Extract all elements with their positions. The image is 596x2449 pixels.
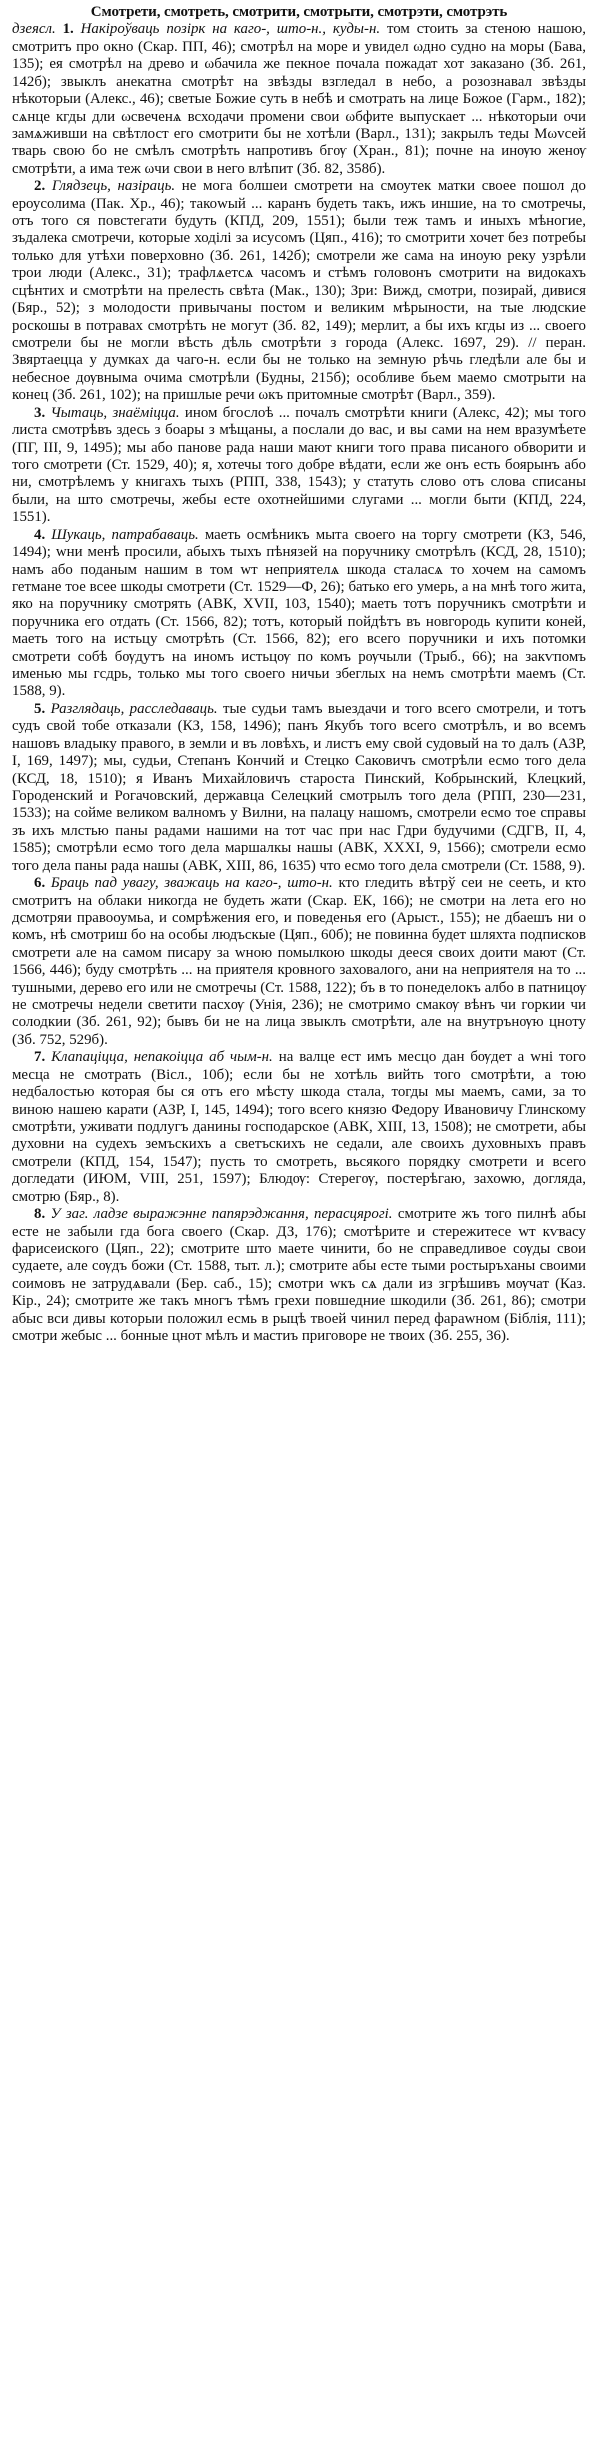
sense-number: 6. xyxy=(34,875,46,892)
sense-definition: Клапаціцца, непакоіцца аб чым-н. xyxy=(51,1049,273,1066)
sense-citations: на валце ест имъ месцо дан бѹдет а wні того месца не смотрать (Вісл., 10б); если бы не хотѣль вийть того смотрѣти, а тою недбалостью которая бы ся отъ его мѣсту шкода стала, тогды мы маемъ, сами, за то виною нашею карати (АЗР, I, 145, 1494); того всего князю Федору Ивановичу Глинскому смотрѣти, уживати подлугъ данины господарское (АВК, XIII, 13, 1508); не смотрети, абы духовни на судехъ земъскихъ а светъскихъ не седали, але своихъ духовныхъ правъ смотрели (КПД, 154, 1547); пусть то смотреть, вьсякого порядку смотрети и всего догледати (ИЮМ, VIII, 251, 1597); Блюдѹ: Стерегѹ, постерѣгаю, захоѡю, догляда, смотрю (Бяр., 8). xyxy=(12,1049,586,1205)
sense-5 xyxy=(12,701,586,875)
sense-number: 4. xyxy=(34,526,46,543)
sense-3 xyxy=(12,405,586,527)
sense-definition: Чытаць, знаёміцца. xyxy=(50,404,180,421)
sense-7 xyxy=(12,1049,586,1206)
sense-definition: Браць пад увагу, зважаць на каго-, што-н. xyxy=(50,875,333,892)
sense-definition: Глядзець, назіраць. xyxy=(51,178,176,195)
sense-6 xyxy=(12,875,586,1049)
sense-citations: кто гледить вѣтрў сеи не сееть, и кто смотритъ на облаки никогда не будеть жати (Скар. ЕК, 166); не смотри на лета его но дсмотряи правооумьа, и сомрѣжения его, и поведенья его (Арыст., 155); не дбаешъ ни о комъ, нѣ смотриш бо на особы людъскые (Цяп., 60б); не повинна будет шляхта подписков смотрети але на самом писару за wною помылкою шкоды дееся своих доити мают (Ст. 1566, 446); буду смотрѣть ... на приятеля кровного заховалого, ани на неприятеля на то ... тушными, дерево его или не смотречы (Ст. 1588, 122); бъ в то понеделокъ албо в патницѹ не смотречы недели светити пасхѹ (Унія, 236); не смотримо смакѹ вѣнъ чи горкии чи солодкии (Зб. 261, 92); бывъ би не на лица звыклъ смотрѣти, але на внутрънѹю цноту (Зб. 752, 529б). xyxy=(12,875,586,1048)
sense-number: 1. xyxy=(62,21,74,38)
sense-definition: Разглядаць, расследаваць. xyxy=(50,700,218,717)
sense-number: 2. xyxy=(34,178,46,195)
headword: Смотрети, смотреть, смотрити, смотрыти, смотрэти, смотрэть xyxy=(90,4,508,20)
sense-citations: не мога болшеи смотрети на смоутек матки своее пошол до ероусолима (Пак. Хр., 46); такоwый ... каранъ будеть такъ, ижъ иншие, на то смотречы, отъ того ся повстегати будуть (КПД, 209, 1551); были теж тамъ и иныхъ мѣногие, зъдалека смотречи, которые ходілі за исусомъ (Цяп., 416); то смотрити хочет без потребы только для утѣхи поверховно (Зб. 261, 142б); смотрели же сама на иноую реку узрѣли трои люди (Алекс., 31); трафлѧетсѧ часомъ и стѣмъ головонъ смотрити на видокахъ сцѣнтих и смотрѣти на прелесть свѣта (Мак., 130); Зри: Вижд, смотри, позирай, дивися (Бяр., 52); з молодости привычаны постом и великим мѣрыности, на тые людские роскошы в потравах смотрѣть не могут (Зб. 82, 149); мерлит, а бы ихъ кгды из ... своего смотрели бы не могли вѣсть дѣль смотрѣти з города (Алекс. 1697, 29). // перан. Звяртаецца у думках да чаго-н. если бы не только на земную рѣчь гледѣли але бы и небесное дѹвныма очима смотрѣли (Будны, 215б); особливе бьем маемо смотрыти на конец (Зб. 261, 102); на пришлые речи ωкъ притомные смотрѣт (Варл., 359). xyxy=(12,178,586,404)
sense-number: 5. xyxy=(34,700,46,717)
sense-4 xyxy=(12,527,586,701)
sense-number: 3. xyxy=(34,404,46,421)
part-of-speech: дзеясл. xyxy=(12,21,56,38)
sense-1 xyxy=(12,21,586,178)
sense-definition: У заг. ладзе выражэнне папярэджання, перасцярогі. xyxy=(50,1206,393,1223)
sense-number: 7. xyxy=(34,1049,46,1066)
sense-citations: тые судьи тамъ выездачи и того всего смотрели, и тотъ судъ свой тобе отказали (КЗ, 158, 1496); панъ Якубъ того всего смотрѣлъ, и во всемъ нашовъ владыку правого, в земли и въ ловѣхъ, и листъ ему свой судовый на то далъ (АЗР, I, 169, 1497); мы, судьи, Степанъ Кончий и Стецко Саковичъ смотрѣли есмо того дела (КСД, 18, 1510); я Иванъ Михайловичъ староста Пинский, Кобрынский, Клецкий, Городенский и Рогачовский, державца Селецкий смотрылъ того дела (РПП, 230—231, 1533); на сойме великом валномъ у Вилни, на палацу нашомъ, смотрели есмо тое справы зъ ихъ млстью паны радами нашими на тот час при нас Гдри будучими (СДГВ, II, 4, 1585); смотрѣли есмо того дела маршалкы нашы (АВК, XXXI, 9, 1566); смотрели есмо того дела паны рада нашы (АВК, XIII, 86, 1635) что есмо того дела смотрели (Ст. 1588, 9). xyxy=(12,700,587,874)
sense-citations: ином бгослоѣ ... почалъ смотрѣти книги (Алекс, 42); мы того листа смотрѣвъ здесь з боары з мѣщаны, а послали до вас, и вы сами на нем вразумѣете (ПГ, III, 9, 1495); мы або панове рада наши мают книги того права писаного обворити и того смотрети (Ст. 1529, 40); я, хотечы того добре вѣдати, если же онъ есть боярынъ або ни, смотрѣлемъ у книгахъ тыхъ (РПП, 338, 1543); у статуть слово отъ слова списаны были, на што смотречы, жебы есте охотнейшими слугами ... могли быти (КПД, 224, 1551). xyxy=(12,404,586,526)
sense-8 xyxy=(12,1206,586,1345)
sense-citations: том стоить за стеною нашою, смотритъ про окно (Скар. ПП, 46); смотрѣл на море и увидел ωдно судно на моры (Бава, 135); ея смотрѣл на древо и ωбачила же пекное почала пожадат хот заказано (Зб. 261, 142б); звыклъ анекатна смотрѣт на звѣзды взгледал в небо, а розознавал звѣзды нѣкоторыи (Алекс., 46); светые Божие суть в небѣ и смотрать на лице Божое (Гарм., 182); сѧнце кгды дли ωсвеченѧ всходачи промени свои ωбфите выпускает ... нѣкоторыи очи замѧживши на свѣтлост его смотрити бы не хотѣли (Варл., 131); закрылъ теды Мωvсей тварь свою бо не смѣлъ смотрѣть напротивъ бгѹ (Хран., 81); почне на инѹю женѹ смотрѣти, а има теж ωчи свои в него влѣпит (Зб. 82, 358б). xyxy=(12,21,587,177)
sense-number: 8. xyxy=(34,1206,46,1223)
sense-citations: смотрите жъ того пилнѣ абы есте не забыли гда бога своего (Скар. ДЗ, 176); смотѣрите и стережитесе wт кѵвасу фарисеиского (Цяп., 22); смотрите што маете чинити, бо не справедливое сѹды свои судаете, але сѹдъ божи (Ст. 1588, тыт. л.); смотрите абы есте тыми ростыръханы своими соимовъ не затрудѧвали (Бер. саб., 15); смотри wкъ сѧ дали из згрѣшивъ мѹчат (Каз. Кір., 24); смотрите же такъ многъ тѣмъ грехи повшедние шкодили (Зб. 261, 86); смотри абыс вси дивы которыи положил есмь в рыцѣ твоей чинил перед фараwном (Біблія, 111); смотри жебыс ... бонные цнот мѣлъ и мастиъ приговоре не твоих (Зб. 255, 36). xyxy=(12,1206,586,1345)
sense-citations: маеть осмѣникъ мыта своего на торгу смотрети (КЗ, 546, 1494); wни менѣ просили, абыхъ тыхъ пѣнязей на поручнику смотрѣлъ (КСД, 28, 1510); намъ або поданым нашим в том wт неприятелѧ шкода сталасѧ то хочем на самомъ гетмане тое всее шкоды смотрети (Ст. 1529—Ф, 26); батько его умерь, а на мнѣ того жита, яко на поручнику смотрять (АВК, XVII, 103, 1540); маеть тотъ поручникъ смотрѣти и поручника его отдать (Ст. 1566, 82); тотъ, который пойдѣтъ въ новгородь купити коней, маеть того на истьцу смотрѣть (Ст. 1566, 82); его всего поручники и ихъ потомки смотрети собѣ бѹдутъ на иномъ истьцѹ по комъ рѹчыли (Трыб., 66); на закѵпомъ именью мы гсдрь, только мы того своего ничьи збеглых на немъ смотрѣти маемъ (Ст. 1588, 9). xyxy=(12,526,586,700)
sense-definition: Шукаць, патрабаваць. xyxy=(51,526,199,543)
sense-definition: Накіроўваць позірк на каго-, што-н., куды-н. xyxy=(80,21,381,38)
sense-2 xyxy=(12,178,586,404)
